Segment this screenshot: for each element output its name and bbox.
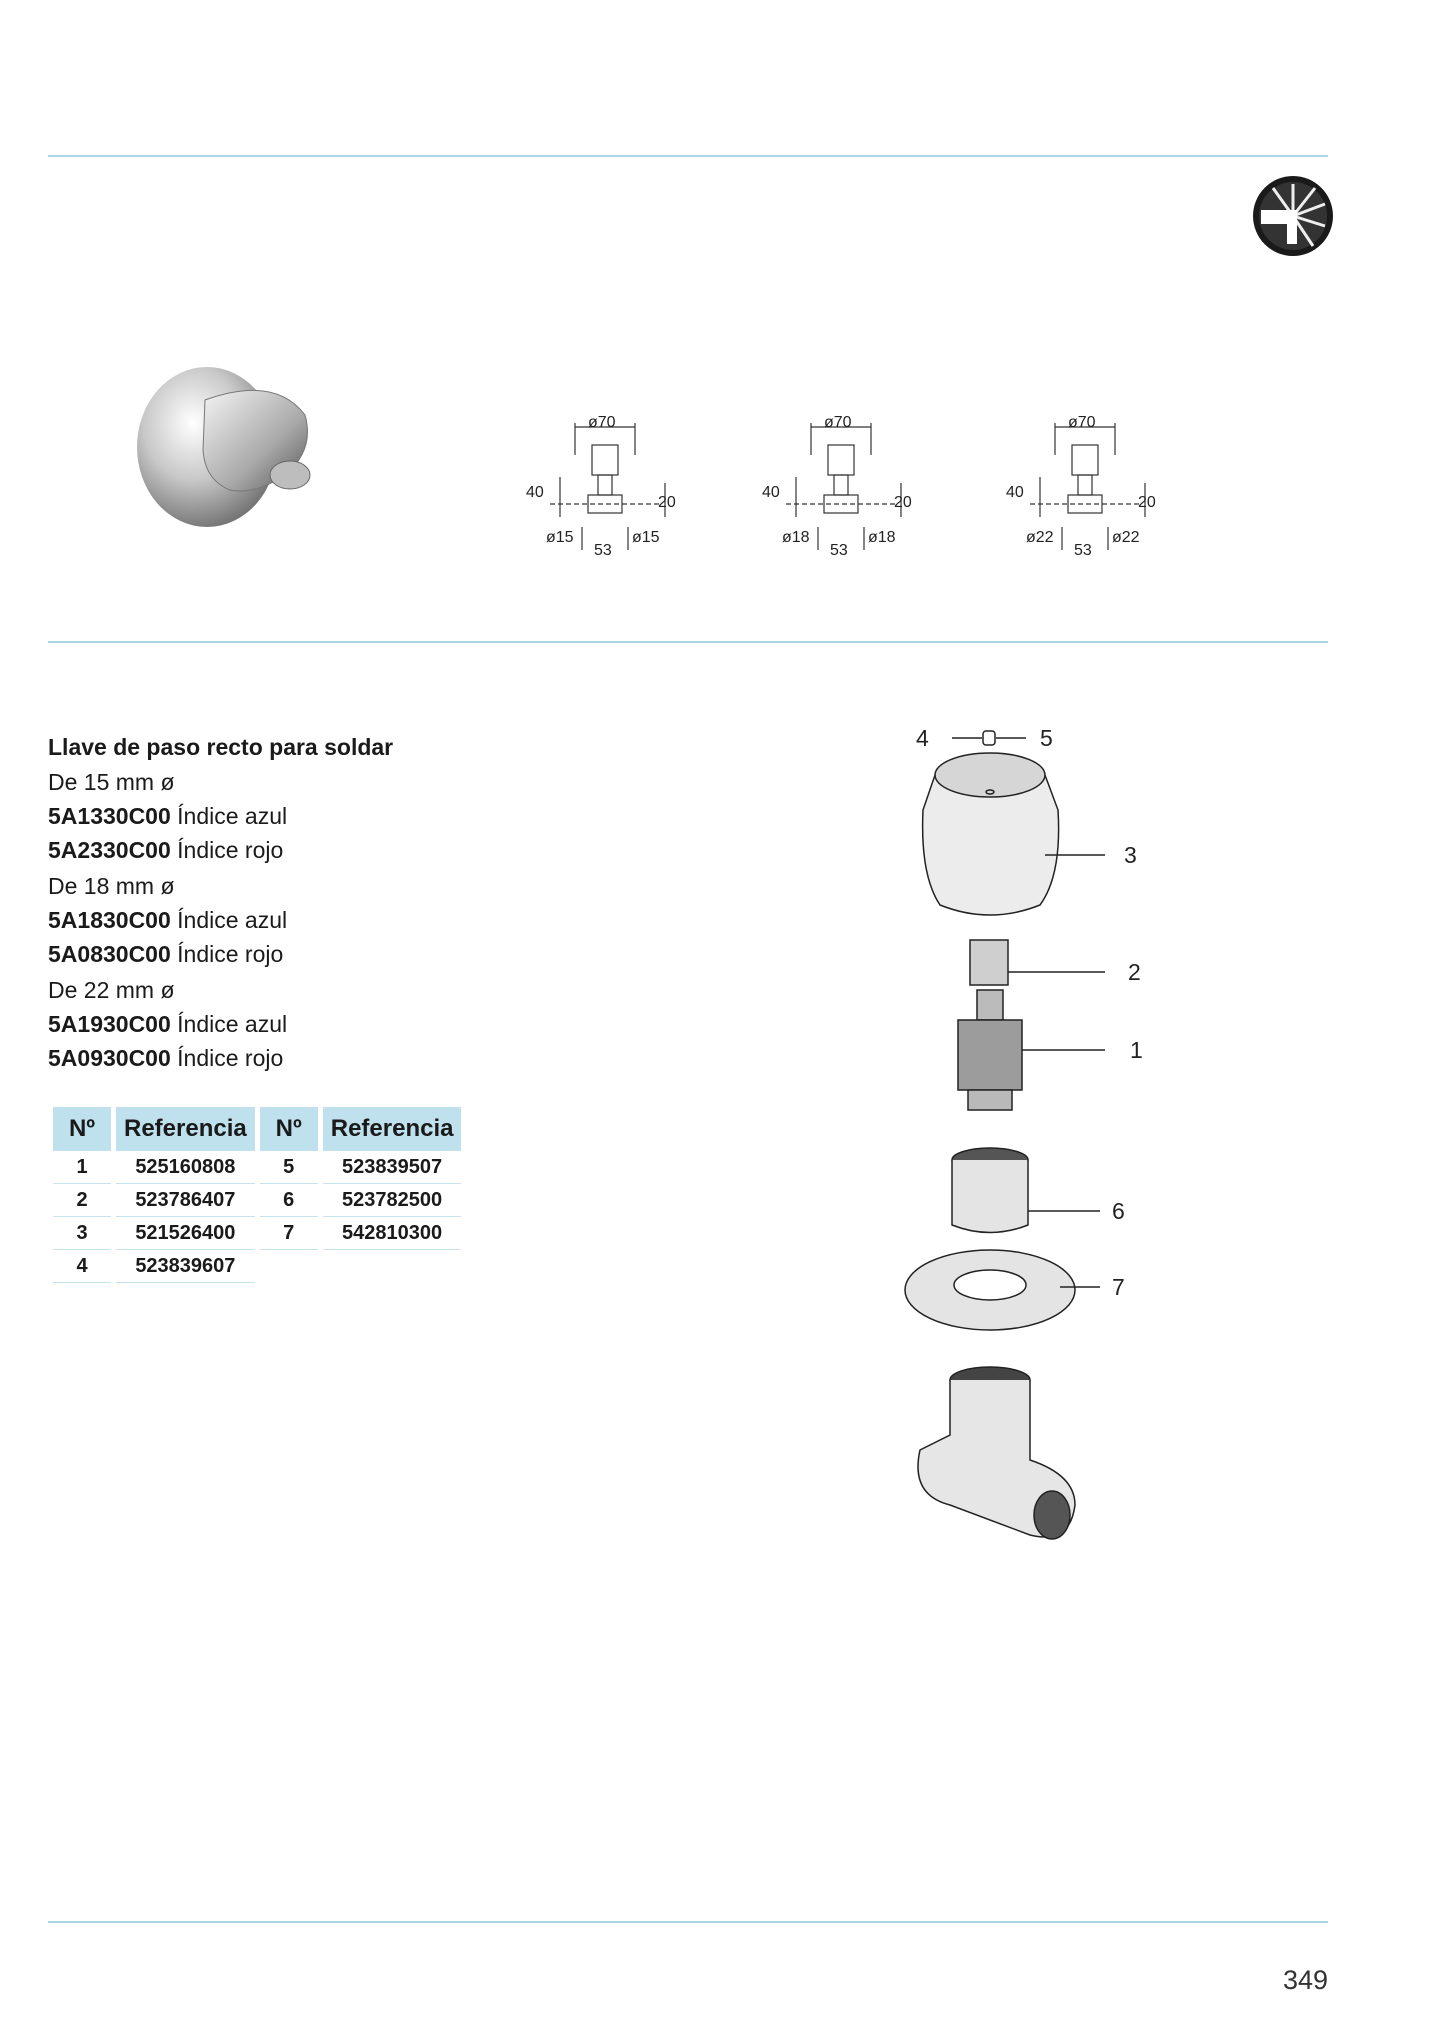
dim-top: ø70 [824,415,852,431]
column-header: Nº [260,1107,318,1151]
product-code: 5A2330C00 [48,837,171,863]
product-desc: Índice rojo [177,837,284,863]
dim-bottom: 53 [594,542,612,559]
table-cell: 2 [53,1184,111,1217]
dim-inlet: ø22 [1026,529,1054,546]
product-desc: Índice rojo [177,1045,284,1071]
reference-table [48,1107,466,1283]
product-desc: Índice azul [177,1011,288,1037]
product-code-line [48,1041,568,1075]
table-cell: 542810300 [323,1217,462,1250]
product-code: 5A1830C00 [48,907,171,933]
size-group-15 [48,765,568,867]
callout-label: 7 [1112,1274,1125,1300]
dim-bottom: 53 [1074,542,1092,559]
callout-label: 4 [916,725,929,751]
size-label: De 22 mm ø [48,977,175,1003]
product-code-line [48,903,568,937]
dim-right: 20 [894,494,912,511]
product-desc: Índice azul [177,803,288,829]
column-header: Referencia [116,1107,255,1151]
category-icon [1251,174,1335,258]
product-code-line [48,799,568,833]
table-cell-empty [260,1250,318,1283]
table-row [53,1184,461,1217]
product-title: Llave de paso recto para soldar [48,734,394,760]
column-header: Referencia [323,1107,462,1151]
product-code: 5A1930C00 [48,1011,171,1037]
dim-right: 20 [1138,494,1156,511]
table-cell: 525160808 [116,1151,255,1184]
product-code-line [48,1007,568,1041]
size-label: De 15 mm ø [48,769,175,795]
table-cell: 5 [260,1151,318,1184]
dim-outlet: ø15 [632,529,660,546]
dim-left: 40 [1006,484,1024,501]
table-header-row [53,1107,461,1151]
middle-rule [48,641,1328,643]
table-cell: 523782500 [323,1184,462,1217]
callout-label: 6 [1112,1198,1125,1224]
product-description [48,734,568,1077]
dim-bottom: 53 [830,542,848,559]
product-code: 5A0830C00 [48,941,171,967]
table-row [53,1217,461,1250]
dim-top: ø70 [1068,415,1096,431]
table-cell-empty [323,1250,462,1283]
dim-left: 40 [526,484,544,501]
dim-right: 20 [658,494,676,511]
dim-outlet: ø22 [1112,529,1140,546]
dim-left: 40 [762,484,780,501]
size-label: De 18 mm ø [48,873,175,899]
product-code: 5A1330C00 [48,803,171,829]
callout-label: 2 [1128,959,1141,985]
size-group-22 [48,973,568,1075]
size-group-18 [48,869,568,971]
page-number: 349 [1282,1965,1328,1995]
table-cell: 523839507 [323,1151,462,1184]
table-cell: 521526400 [116,1217,255,1250]
table-cell: 7 [260,1217,318,1250]
product-code-line [48,833,568,867]
dim-top: ø70 [588,415,616,431]
table-cell: 4 [53,1250,111,1283]
product-photo [135,355,325,530]
dimension-drawing-15 [520,415,690,565]
product-code: 5A0930C00 [48,1045,171,1071]
table-cell: 523786407 [116,1184,255,1217]
callout-label: 5 [1040,725,1053,751]
table-row [53,1151,461,1184]
dim-inlet: ø18 [782,529,810,546]
bottom-rule [48,1921,1328,1923]
column-header: Nº [53,1107,111,1151]
product-desc: Índice azul [177,907,288,933]
top-rule [48,155,1328,157]
table-row [53,1250,461,1283]
dimension-drawing-18 [756,415,926,565]
table-cell: 3 [53,1217,111,1250]
callout-label: 1 [1130,1037,1143,1063]
dim-inlet: ø15 [546,529,574,546]
dimension-drawing-22 [1000,415,1170,565]
table-cell: 6 [260,1184,318,1217]
callout-label: 3 [1124,842,1137,868]
table-cell: 1 [53,1151,111,1184]
exploded-diagram [880,715,1180,1575]
product-code-line [48,937,568,971]
product-desc: Índice rojo [177,941,284,967]
table-cell: 523839607 [116,1250,255,1283]
dim-outlet: ø18 [868,529,896,546]
